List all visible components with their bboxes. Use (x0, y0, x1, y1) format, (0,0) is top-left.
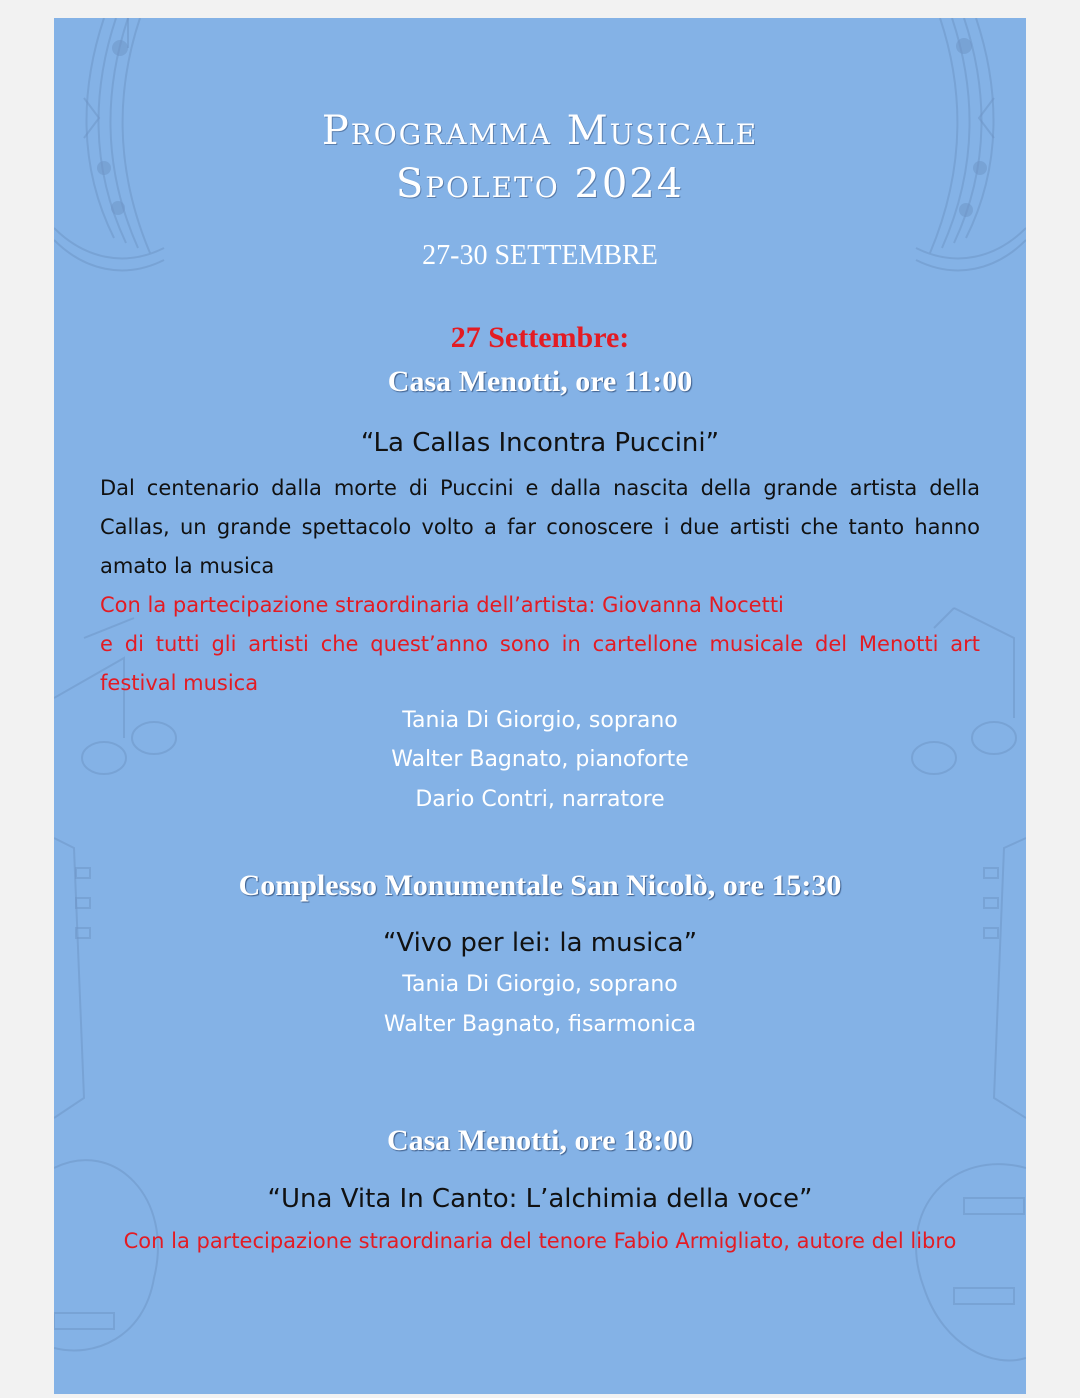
program-page (54, 18, 1026, 1394)
event1-performer-3: Dario Contri, narratore (415, 787, 665, 812)
event1-guest-line1: Con la partecipazione straordinaria dell’artista: Giovanna Nocetti (100, 593, 784, 617)
day-heading: 27 Settembre: (450, 321, 630, 354)
event1-title: “La Callas Incontra Puccini” (360, 428, 720, 458)
date-range: 27-30 SETTEMBRE (422, 240, 658, 271)
event1-description: Dal centenario dalla morte di Puccini e dalla nascita della grande artista della Callas, un grande spettacolo volto a far conoscere i due artisti che tanto hanno amato la musica (100, 476, 980, 578)
page-title-line1: Programma Musicale (321, 108, 759, 154)
guitar-icon (54, 838, 158, 1350)
event2-performer-2: Walter Bagnato, fisarmonica (383, 1012, 697, 1037)
event3-venue: Casa Menotti, ore 18:00 (386, 1124, 694, 1157)
guitar-icon (916, 838, 1026, 1360)
event1-performer-1: Tania Di Giorgio, soprano (402, 708, 678, 733)
event2-venue: Complesso Monumentale San Nicolò, ore 15:30 (238, 869, 842, 902)
page-title-line2: Spoleto 2024 (395, 161, 685, 207)
event1-guest-line2: e di tutti gli artisti che quest’anno sono in cartellone musicale del Menotti art festival musica (100, 632, 980, 695)
event2-title: “Vivo per lei: la musica” (382, 928, 698, 958)
event1-performer-2: Walter Bagnato, pianoforte (391, 747, 689, 772)
event3-title: “Una Vita In Canto: L’alchimia della voce” (267, 1184, 813, 1214)
event1-venue: Casa Menotti, ore 11:00 (387, 365, 693, 398)
event2-performer-1: Tania Di Giorgio, soprano (402, 972, 678, 997)
event3-guest: Con la partecipazione straordinaria del tenore Fabio Armigliato, autore del libro (123, 1229, 957, 1253)
